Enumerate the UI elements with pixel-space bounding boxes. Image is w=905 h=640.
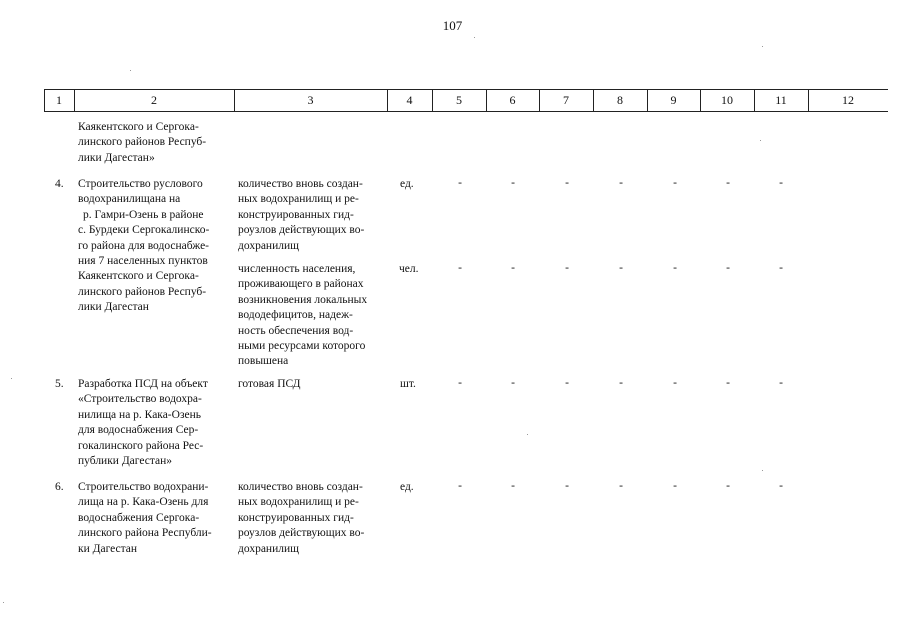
row-description — [78, 377, 232, 469]
continuation-text — [78, 120, 232, 166]
text-line: водохранилищана на — [78, 193, 181, 206]
header-cell: 10 — [721, 93, 733, 107]
value-cell: - — [565, 377, 569, 389]
text-line: роузлов действующих во- — [238, 527, 365, 540]
text-line: лища на р. Кака-Озень для — [78, 496, 209, 509]
text-line: ния 7 населенных пунктов — [78, 255, 208, 268]
text-line: ки Дагестан — [78, 542, 138, 555]
row-description — [78, 480, 232, 557]
text-line: ных водохранилищ и ре- — [238, 193, 359, 206]
value-cell: - — [619, 480, 623, 492]
value-cell: - — [511, 177, 515, 189]
indicator-name: готовая ПСД — [238, 378, 301, 390]
value-cell: - — [458, 377, 462, 389]
scan-speck — [762, 46, 763, 47]
header-cell: 2 — [151, 93, 157, 107]
text-line: возникновения локальных — [238, 293, 368, 306]
header-cell: 1 — [56, 93, 62, 107]
value-cell: - — [779, 377, 783, 389]
scan-speck — [474, 37, 475, 38]
text-line: повышена — [238, 355, 289, 368]
value-cell: - — [779, 480, 783, 492]
text-line: линского районов Респуб- — [78, 136, 207, 149]
indicator-name — [238, 480, 385, 557]
text-line: лики Дагестан — [78, 301, 149, 314]
value-cell: - — [511, 480, 515, 492]
text-line: Каякентского и Сергока- — [78, 270, 199, 283]
header-cell: 4 — [406, 93, 413, 107]
row-number: 4. — [55, 178, 64, 190]
header-cell: 9 — [670, 93, 677, 107]
value-cell: - — [619, 177, 623, 189]
text-line: Каякентского и Сергока- — [78, 121, 199, 133]
value-cell: - — [511, 377, 515, 389]
text-line: водоснабжения Сергока- — [78, 511, 200, 524]
text-line: «Строительство водохра- — [78, 393, 202, 406]
text-line: количество вновь создан- — [238, 481, 363, 493]
value-cell: - — [458, 262, 462, 274]
header-bottom-rule — [44, 111, 888, 112]
scan-speck — [130, 70, 131, 71]
value-cell: - — [565, 262, 569, 274]
text-line: дохранилищ — [238, 542, 299, 555]
value-cell: - — [565, 177, 569, 189]
row-number: 6. — [55, 481, 64, 493]
value-cell: - — [726, 262, 730, 274]
header-cell: 5 — [456, 93, 462, 107]
text-line: проживающего в районах — [238, 278, 364, 291]
text-line: ность обеспечения вод- — [238, 324, 354, 337]
scan-speck — [3, 602, 4, 603]
value-cell: - — [779, 262, 783, 274]
header-cell: 7 — [563, 93, 569, 107]
text-line: количество вновь создан- — [238, 178, 363, 190]
text-line: роузлов действующих во- — [238, 224, 365, 237]
page-number: 107 — [442, 18, 463, 33]
text-line: численность населения, — [238, 263, 356, 275]
text-line: линского районов Респуб- — [78, 285, 207, 298]
text-line: Строительство руслового — [78, 178, 203, 190]
text-line: р. Гамри-Озень в районе — [83, 208, 204, 221]
header-cell: 11 — [775, 93, 787, 107]
text-line: дохранилищ — [238, 239, 299, 252]
value-cell: - — [673, 262, 677, 274]
scan-speck — [527, 434, 528, 435]
header-cell: 8 — [617, 93, 623, 107]
value-cell: - — [673, 480, 677, 492]
unit-cell: ед. — [400, 481, 414, 493]
text-line: вододефицитов, надеж- — [238, 309, 353, 322]
text-line: гокалинского района Рес- — [78, 439, 204, 452]
value-cell: - — [458, 480, 462, 492]
text-line: го района для водоснабже- — [78, 239, 210, 252]
indicator-name — [238, 262, 385, 370]
text-line: для водоснабжения Сер- — [78, 424, 199, 437]
header-cell: 3 — [307, 93, 314, 107]
value-cell: - — [511, 262, 515, 274]
scan-speck — [762, 470, 763, 471]
text-line: нилища на р. Кака-Озень — [78, 408, 201, 421]
text-line: ными ресурсами которого — [238, 340, 366, 353]
header-cell: 12 — [842, 93, 854, 107]
text-line: Строительство водохрани- — [78, 481, 209, 493]
unit-cell: шт. — [400, 378, 416, 390]
value-cell: - — [726, 377, 730, 389]
scan-speck — [760, 140, 761, 141]
text-line: конструированных гид- — [238, 511, 354, 524]
value-cell: - — [673, 177, 677, 189]
text-line: публики Дагестан» — [78, 455, 173, 468]
value-cell: - — [726, 177, 730, 189]
unit-cell: ед. — [400, 178, 414, 190]
row-number: 5. — [55, 378, 64, 390]
value-cell: - — [673, 377, 677, 389]
value-cell: - — [619, 377, 623, 389]
value-cell: - — [779, 177, 783, 189]
text-line: лики Дагестан» — [78, 151, 155, 164]
text-line: с. Бурдеки Сергокалинско- — [78, 224, 210, 237]
value-cell: - — [619, 262, 623, 274]
value-cell: - — [458, 177, 462, 189]
text-line: ных водохранилищ и ре- — [238, 496, 359, 509]
text-line: конструированных гид- — [238, 208, 354, 221]
value-cell: - — [726, 480, 730, 492]
value-cell: - — [565, 480, 569, 492]
text-line: Разработка ПСД на объект — [78, 378, 208, 390]
text-line: линского района Республи- — [78, 527, 212, 540]
row-description — [78, 177, 232, 316]
header-cell: 6 — [509, 93, 516, 107]
scan-speck — [11, 378, 12, 379]
unit-cell: чел. — [399, 263, 419, 275]
indicator-name — [238, 177, 385, 254]
